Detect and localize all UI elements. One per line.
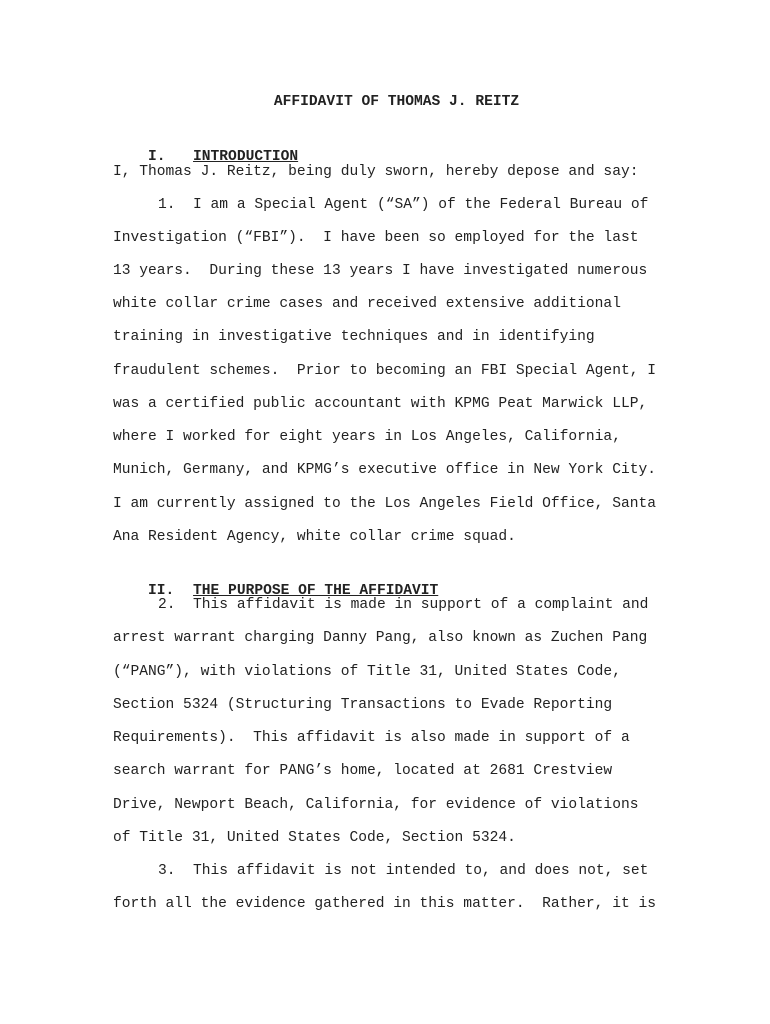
text-line: Requirements). This affidavit is also made in support of a — [113, 730, 630, 746]
text-line: Drive, Newport Beach, California, for evidence of violations — [113, 797, 639, 813]
text-line: I, Thomas J. Reitz, being duly sworn, hereby depose and say: — [113, 164, 639, 180]
text-line: Munich, Germany, and KPMG’s executive office in New York City. — [113, 462, 656, 478]
paragraph-1-start: 1. I am a Special Agent (“SA”) of the Federal Bureau of — [158, 197, 649, 213]
text-line: white collar crime cases and received extensive additional — [113, 296, 621, 312]
section-number: I. — [148, 149, 166, 165]
text-line: training in investigative techniques and in identifying — [113, 329, 595, 345]
text-line: where I worked for eight years in Los Angeles, California, — [113, 429, 621, 445]
text-line: Investigation (“FBI”). I have been so employed for the last — [113, 230, 639, 246]
text-line: Ana Resident Agency, white collar crime squad. — [113, 529, 516, 545]
text-line: forth all the evidence gathered in this matter. Rather, it is — [113, 896, 656, 912]
text-line: I am currently assigned to the Los Angeles Field Office, Santa — [113, 496, 656, 512]
section-title: INTRODUCTION — [193, 149, 299, 165]
document-title: AFFIDAVIT OF THOMAS J. REITZ — [273, 94, 520, 110]
text-line: of Title 31, United States Code, Section 5324. — [113, 830, 516, 846]
text-line: 13 years. During these 13 years I have investigated numerous — [113, 263, 648, 279]
text-line: was a certified public accountant with KPMG Peat Marwick LLP, — [113, 396, 648, 412]
text-line: (“PANG”), with violations of Title 31, United States Code, — [113, 664, 621, 680]
text-line: arrest warrant charging Danny Pang, also known as Zuchen Pang — [113, 630, 648, 646]
section-title: THE PURPOSE OF THE AFFIDAVIT — [193, 583, 439, 599]
section-number: II. — [148, 583, 175, 599]
paragraph-3-start: 3. This affidavit is not intended to, and does not, set — [158, 863, 649, 879]
paragraph-2-start: 2. This affidavit is made in support of a complaint and — [158, 597, 649, 613]
text-line: fraudulent schemes. Prior to becoming an FBI Special Agent, I — [113, 363, 656, 379]
text-line: Section 5324 (Structuring Transactions to Evade Reporting — [113, 697, 613, 713]
text-line: search warrant for PANG’s home, located at 2681 Crestview — [113, 763, 613, 779]
